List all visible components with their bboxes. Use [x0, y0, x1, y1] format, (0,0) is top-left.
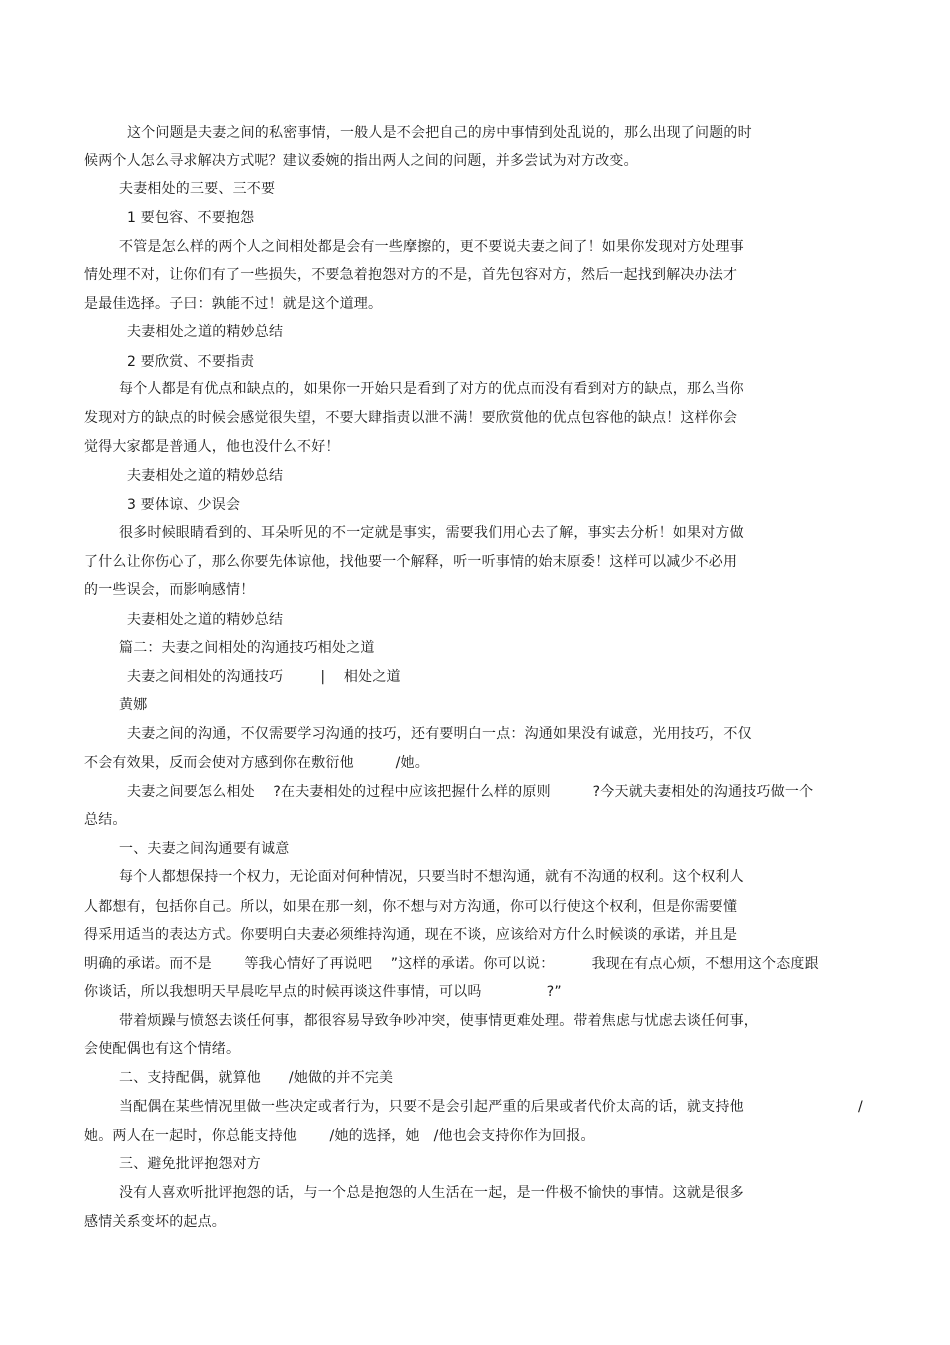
text-line: 不会有效果，反而会使对方感到你在敷衍他 /她。 [84, 755, 429, 771]
text-line: 这个问题是夫妻之间的私密事情，一般人是不会把自己的房中事情到处乱说的，那么出现了问题的时 [127, 125, 752, 141]
subheading: 1 要包容、不要抱怨 [127, 210, 255, 226]
text-line: 感情关系变坏的起点。 [84, 1214, 226, 1230]
text-line: 她。两人在一起时，你总能支持他 /她的选择，她 /他也会支持你作为回报。 [84, 1128, 595, 1144]
text-line: 发现对方的缺点的时候会感觉很失望，不要大肆指责以泄不满！要欣赏他的优点包容他的缺点！这样你会 [84, 410, 738, 426]
text-line: 候两个人怎么寻求解决方式呢？建议委婉的指出两人之间的问题，并多尝试为对方改变。 [84, 153, 638, 169]
text-line: 当配偶在某些情况里做一些决定或者行为，只要不是会引起严重的后果或者代价太高的话，就支持他 [119, 1099, 744, 1115]
text-line: 没有人喜欢听批评抱怨的话，与一个总是抱怨的人生活在一起，是一件极不愉快的事情。这就是很多 [119, 1185, 744, 1201]
section-heading: 夫妻相处的三要、三不要 [119, 181, 276, 197]
text-line: / [858, 1099, 863, 1115]
text-line: 不管是怎么样的两个人之间相处都是会有一些摩擦的，更不要说夫妻之间了！如果你发现对方处理事 [119, 239, 744, 255]
subheading: 夫妻相处之道的精妙总结 [127, 468, 284, 484]
text-line: 带着烦躁与愤怒去谈任何事，都很容易导致争吵冲突，使事情更难处理。带着焦虑与忧虑去谈任何事， [119, 1013, 758, 1029]
text-line: 得采用适当的表达方式。你要明白夫妻必须维持沟通，现在不谈，应该给对方什么时候谈的承诺，并且是 [84, 927, 738, 943]
text-line: 总结。 [84, 812, 127, 828]
text-line: 会使配偶也有这个情绪。 [84, 1041, 241, 1057]
text-line: 觉得大家都是普通人，他也没什么不好！ [84, 439, 340, 455]
text-line: 明确的承诺。而不是 等我心情好了再说吧 ”这样的承诺。你可以说： 我现在有点心烦，不想用这个态度跟 [84, 956, 819, 972]
text-line: 每个人都想保持一个权力，无论面对何种情况，只要当时不想沟通，就有不沟通的权利。这个权利人 [119, 869, 744, 885]
text-line: 了什么让你伤心了，那么你要先体谅他，找他要一个解释，听一听事情的始末原委！这样可以减少不必用 [84, 554, 738, 570]
author-name: 黄娜 [119, 697, 148, 713]
text-line: 的一些误会，而影响感情！ [84, 582, 255, 598]
text-line: 是最佳选择。子曰：孰能不过！就是这个道理。 [84, 296, 383, 312]
subheading: 夫妻相处之道的精妙总结 [127, 612, 284, 628]
text-line: 很多时候眼睛看到的、耳朵听见的不一定就是事实，需要我们用心去了解，事实去分析！如果对方做 [119, 525, 744, 541]
text-line: 情处理不对，让你们有了一些损失，不要急着抱怨对方的不是，首先包容对方，然后一起找到解决办法才 [84, 267, 738, 283]
section-heading: 一、夫妻之间沟通要有诚意 [119, 841, 290, 857]
text-line: 人都想有，包括你自己。所以，如果在那一刻，你不想与对方沟通，你可以行使这个权利，但是你需要懂 [84, 899, 738, 915]
section-heading: 篇二：夫妻之间相处的沟通技巧相处之道 [119, 640, 375, 656]
text-line: 夫妻之间要怎么相处 ?在夫妻相处的过程中应该把握什么样的原则 ?今天就夫妻相处的沟通技巧做一个 [127, 784, 814, 800]
text-line: 你谈话，所以我想明天早晨吃早点的时候再谈这件事情，可以吗 ?” [84, 984, 562, 1000]
article-title: 夫妻之间相处的沟通技巧 | 相处之道 [127, 669, 401, 685]
subheading: 2 要欣赏、不要指责 [127, 354, 255, 370]
subheading: 3 要体谅、少误会 [127, 497, 241, 513]
section-heading: 二、支持配偶，就算他 /她做的并不完美 [119, 1070, 394, 1086]
subheading: 夫妻相处之道的精妙总结 [127, 324, 284, 340]
text-line: 夫妻之间的沟通，不仅需要学习沟通的技巧，还有要明白一点：沟通如果没有诚意，光用技巧，不仅 [127, 726, 752, 742]
section-heading: 三、避免批评抱怨对方 [119, 1156, 261, 1172]
text-line: 每个人都是有优点和缺点的，如果你一开始只是看到了对方的优点而没有看到对方的缺点，那么当你 [119, 381, 744, 397]
